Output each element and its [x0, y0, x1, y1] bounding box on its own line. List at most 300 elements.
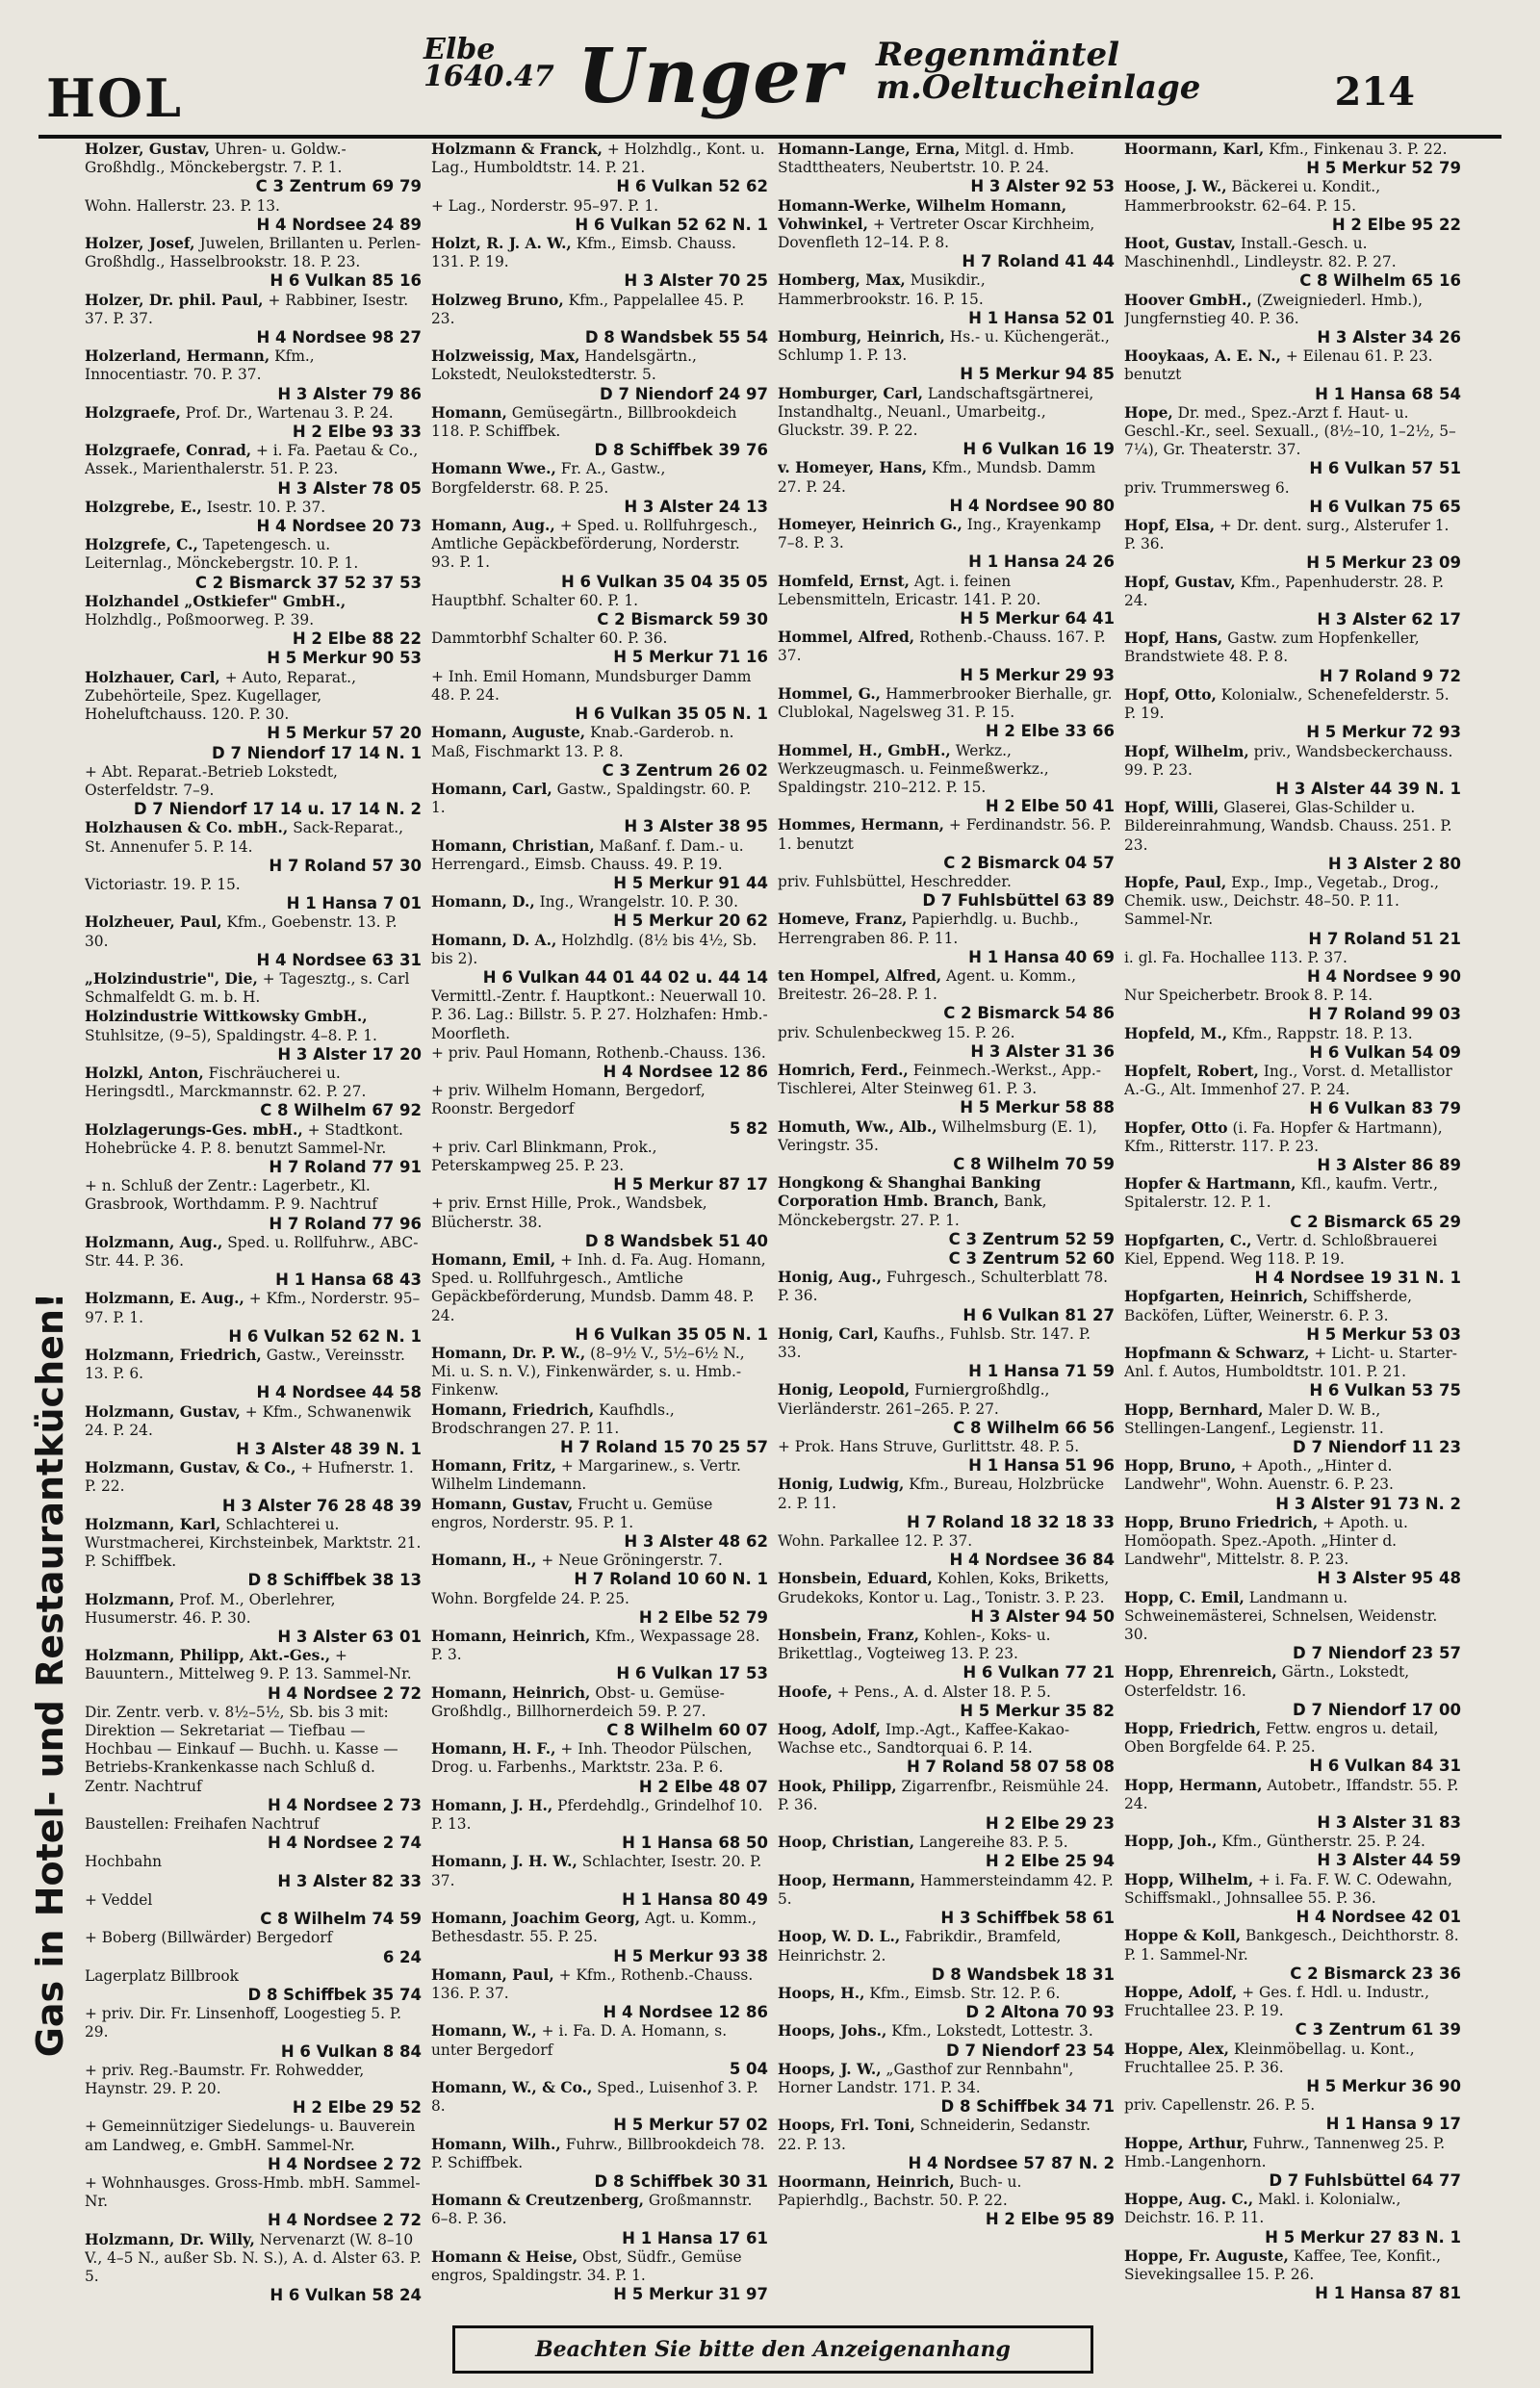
directory-entry — [431, 1401, 768, 1457]
directory-entry — [778, 967, 1115, 1023]
directory-entry — [85, 1815, 422, 1852]
entry-name: Hoops, Frl. Toni, — [778, 2117, 915, 2135]
directory-entry — [778, 1249, 1115, 1268]
entry-name: Holzhausen & Co. mbH., — [85, 819, 289, 837]
entry-phone: H 3 Alster 17 20 — [277, 1044, 422, 1064]
entry-details: + Prok. Hans Struve, Gurlittstr. 48. P. 5. — [778, 1438, 1080, 1456]
entry-name: „Holzindustrie", Die, — [85, 969, 258, 988]
entry-details: Furniergroßhdlg., Vierländerstr. 261–265. P. 27. — [778, 1381, 1050, 1418]
entry-name: Hopfgarten, Heinrich, — [1124, 1288, 1309, 1306]
entry-phone: H 4 Nordsee 2 72 — [267, 1683, 422, 1703]
entry-details: Lagerplatz Billbrook — [85, 1966, 239, 1985]
entry-phone: D 8 Wandsbek 18 31 — [931, 1964, 1115, 1984]
entry-details: Landschaftsgärtnerei, Instandhaltg., Neuanl., Umarbeitg., Gluckstr. 39. P. 22. — [778, 384, 1094, 440]
directory-entry — [1124, 1288, 1461, 1344]
directory-entry — [1124, 517, 1461, 573]
directory-entry — [85, 2174, 422, 2230]
entry-phone: H 5 Merkur 58 88 — [960, 1098, 1115, 1117]
directory-entry — [778, 742, 1115, 816]
entry-details: Kleinmöbellag. u. Kont., Fruchtallee 25. P. 36. — [1124, 2040, 1415, 2076]
entry-phone: H 5 Merkur 57 20 — [267, 724, 422, 743]
entry-details: Prof. Dr., Wartenau 3. P. 24. — [185, 403, 394, 422]
entry-phone: H 3 Alster 24 13 — [624, 497, 768, 516]
entry-details: + Stadtkont. Hohebrücke 4. P. 8. benutzt Sammel-Nr. — [85, 1120, 403, 1157]
entry-name: Homeyer, Heinrich G., — [778, 516, 962, 534]
entry-details: + priv. Dir. Fr. Linsenhoff, Loogestieg 5. P. 29. — [85, 2005, 402, 2041]
entry-name: Homann, D., — [431, 893, 535, 912]
vertical-advertisement — [29, 1194, 71, 2156]
entry-name: Hoop, Christian, — [778, 1834, 915, 1852]
ad-product-line-2: m.Oeltucheinlage — [876, 68, 1201, 107]
entry-name: Homuth, Ww., Alb., — [778, 1117, 937, 1136]
entry-phone: C 8 Wilhelm 67 92 — [260, 1101, 422, 1120]
page-number: 214 — [1334, 69, 1415, 115]
directory-entry — [85, 649, 422, 667]
entry-phone: D 7 Fuhlsbüttel 64 77 — [1269, 2170, 1461, 2190]
entry-phone: H 6 Vulkan 58 24 — [270, 2286, 422, 2305]
entry-phone: H 5 Merkur 29 93 — [960, 665, 1115, 684]
entry-details: + i. Fa. D. A. Homann, s. unter Bergedorf — [431, 2022, 728, 2059]
entry-name: Hopfer, Otto — [1124, 1118, 1228, 1137]
directory-entry — [85, 1065, 422, 1120]
entry-phone: H 3 Alster 94 50 — [970, 1606, 1115, 1626]
entry-name: Hopp, Hermann, — [1124, 1776, 1263, 1794]
entry-phone: H 3 Alster 2 80 — [1327, 854, 1461, 873]
directory-entry — [431, 2136, 768, 2192]
entry-name: Holzer, Dr. phil. Paul, — [85, 291, 264, 309]
directory-entry — [1124, 949, 1461, 986]
entry-details: Fr. A., Gastw., Borgfelderstr. 68. P. 25. — [431, 460, 666, 497]
entry-name: Homann, J. H., — [431, 1796, 553, 1814]
entry-phone: H 4 Nordsee 90 80 — [949, 496, 1115, 515]
directory-entry — [1124, 178, 1461, 234]
entry-name: Homann, Dr. P. W., — [431, 1345, 586, 1362]
directory-entry — [1124, 1345, 1461, 1400]
entry-phone: H 3 Alster 79 86 — [277, 384, 422, 403]
entry-phone: H 7 Roland 18 32 18 33 — [907, 1512, 1115, 1531]
entry-details: Agt. i. feinen Lebensmitteln, Ericastr. 141. P. 20. — [778, 572, 1041, 608]
entry-details: Glaserei, Glas-Schilder u. Bildereinrahmung, Wandsb. Chauss. 251. P. 23. — [1124, 799, 1452, 854]
directory-entry — [1124, 1401, 1461, 1457]
entry-phone: H 4 Nordsee 57 87 N. 2 — [908, 2153, 1115, 2172]
entry-phone: C 3 Zentrum 52 60 — [948, 1248, 1115, 1268]
directory-entry — [1124, 2135, 1461, 2191]
directory-entry — [1124, 1833, 1461, 1869]
entry-phone: H 4 Nordsee 2 73 — [267, 1795, 422, 1814]
entry-phone: H 3 Alster 95 48 — [1317, 1569, 1461, 1588]
directory-entry — [431, 1797, 768, 1853]
directory-entry — [778, 1269, 1115, 1324]
directory-entry — [85, 1647, 422, 1703]
ad-small-line-1: Elbe — [424, 33, 496, 66]
entry-details: Ing., Krayenkamp 7–8. P. 3. — [778, 516, 1102, 552]
directory-entry — [85, 2062, 422, 2118]
entry-phone: H 1 Hansa 7 01 — [286, 894, 422, 913]
entry-details: + Gemeinnütziger Siedelungs- u. Bauverein am Landweg, e. GmbH. Sammel-Nr. — [85, 2118, 416, 2154]
entry-details: + Kfm., Schwanenwik 24. P. 24. — [85, 1402, 411, 1439]
entry-phone: H 1 Hansa 80 49 — [622, 1889, 768, 1909]
entry-phone: C 2 Bismarck 59 30 — [597, 610, 768, 629]
directory-entry — [431, 460, 768, 516]
directory-entry — [778, 685, 1115, 741]
entry-phone: H 6 Vulkan 35 04 35 05 — [560, 572, 768, 591]
directory-entry — [1124, 629, 1461, 685]
entry-details: Makl. i. Kolonialw., Deichstr. 16. P. 11. — [1124, 2191, 1401, 2227]
entry-details: Baustellen: Freihafen Nachtruf — [85, 1815, 320, 1834]
directory-entry — [431, 837, 768, 893]
entry-name: Honig, Leopold, — [778, 1381, 911, 1399]
entry-phone: D 8 Schiffbek 38 13 — [247, 1571, 422, 1590]
directory-entry — [778, 271, 1115, 327]
directory-entry — [778, 1721, 1115, 1777]
entry-details: + i. Fa. F. W. C. Odewahn, Schiffsmakl., Johnsallee 55. P. 36. — [1124, 1870, 1452, 1907]
entry-phone: C 3 Zentrum 26 02 — [602, 760, 768, 780]
directory-entry — [85, 347, 422, 403]
ad-product-text — [876, 36, 1201, 107]
directory-entry — [1124, 404, 1461, 478]
directory-entry — [778, 1570, 1115, 1626]
entry-name: Holzhandel „Ostkiefer" GmbH., — [85, 592, 346, 610]
entry-name: Holzmann, — [85, 1590, 175, 1608]
entry-phone: D 7 Niendorf 17 14 u. 17 14 N. 2 — [133, 800, 422, 819]
entry-name: Hoppe, Fr. Auguste, — [1124, 2247, 1289, 2265]
entry-details: Schlachterei u. Wurstmacherei, Kirchsteinbek, Marktstr. 21. P. Schiffbek. — [85, 1515, 422, 1571]
directory-entry — [1124, 292, 1461, 347]
entry-name: Hopp, Bruno Friedrich, — [1124, 1513, 1319, 1531]
directory-entry — [431, 2079, 768, 2135]
directory-entry — [85, 1234, 422, 1290]
entry-details: + Veddel — [85, 1890, 153, 1909]
entry-name: Hopfeld, M., — [1124, 1024, 1228, 1042]
entry-details: Victoriastr. 19. P. 15. — [85, 875, 241, 893]
entry-name: Holzindustrie Wittkowsky GmbH., — [85, 1008, 368, 1026]
entry-details: Ing., Vorst. d. Metallistor A.-G., Alt. Immenhof 27. P. 24. — [1124, 1062, 1452, 1099]
entry-phone: D 7 Niendorf 23 54 — [946, 2041, 1115, 2060]
entry-phone: C 3 Zentrum 52 59 — [948, 1229, 1115, 1248]
directory-entry — [431, 988, 768, 1043]
entry-details: Hauptbhf. Schalter 60. P. 1. — [431, 591, 639, 609]
entry-phone: D 2 Altona 70 93 — [965, 2003, 1115, 2022]
entry-details: + Inh. Theodor Pülschen, Drog. u. Farbenhs., Marktstr. 23a. P. 6. — [431, 1740, 753, 1777]
entry-phone: H 7 Roland 77 96 — [269, 1214, 422, 1233]
entry-name: Hopp, Joh., — [1124, 1833, 1218, 1851]
entry-phone: H 7 Roland 99 03 — [1308, 1005, 1461, 1024]
directory-entry — [85, 1290, 422, 1346]
directory-entry — [778, 2022, 1115, 2059]
entry-phone: H 7 Roland 41 44 — [962, 252, 1115, 271]
entry-details: Kaufhs., Fuhlsb. Str. 147. P. 33. — [778, 1324, 1091, 1361]
entry-details: + Neue Gröningerstr. 7. — [541, 1552, 723, 1570]
entry-name: Hopf, Gustav, — [1124, 573, 1236, 591]
entry-details: + Licht- u. Starter-Anl. f. Autos, Humboldtstr. 101. P. 21. — [1124, 1345, 1458, 1381]
directory-entry — [85, 235, 422, 291]
entry-phone: H 3 Alster 92 53 — [970, 177, 1115, 196]
directory-entry — [431, 2248, 768, 2304]
entry-phone: H 6 Vulkan 83 79 — [1309, 1099, 1461, 1118]
entry-name: Holzlagerungs-Ges. mbH., — [85, 1120, 303, 1139]
entry-name: Hopf, Elsa, — [1124, 517, 1216, 535]
directory-entry — [85, 970, 422, 1007]
entry-details: + Abt. Reparat.-Betrieb Lokstedt, Osterfeldstr. 7–9. — [85, 762, 338, 799]
entry-details: Kfm., Pappelallee 45. P. 23. — [431, 291, 745, 327]
entry-phone: H 3 Alster 48 39 N. 1 — [236, 1440, 422, 1459]
entry-name: Honig, Aug., — [778, 1269, 882, 1287]
entry-phone: H 1 Hansa 68 43 — [275, 1271, 422, 1290]
directory-entry — [431, 517, 768, 591]
directory-entry — [85, 1891, 422, 1928]
entry-details: + Kfm., Norderstr. 95–97. P. 1. — [85, 1290, 421, 1326]
directory-entry — [1124, 1720, 1461, 1776]
entry-name: Hongkong & Shanghai Banking Corporation Hmb. Branch, — [778, 1174, 1041, 1211]
directory-entry — [778, 2061, 1115, 2117]
directory-entry — [431, 2192, 768, 2247]
entry-name: Hopp, Ehrenreich, — [1124, 1663, 1277, 1682]
entry-phone: C 2 Bismarck 37 52 37 53 — [194, 573, 422, 592]
entry-details: Kaufhdls., Brodschrangen 27. P. 11. — [431, 1400, 675, 1437]
directory-entry — [431, 629, 768, 666]
directory-entry — [85, 1967, 422, 2004]
entry-details: Holzhdlg. (8½ bis 4½, Sb. bis 2). — [431, 931, 757, 967]
entry-phone: H 7 Roland 10 60 N. 1 — [574, 1570, 768, 1589]
entry-name: Hommes, Hermann, — [778, 816, 944, 835]
entry-details: + Holzhdlg., Kont. u. Lag., Humboldtstr. 14. P. 21. — [431, 141, 765, 177]
entry-name: Hoppe, Arthur, — [1124, 2134, 1248, 2152]
directory-entry — [1124, 1175, 1461, 1231]
directory-entry — [431, 2022, 768, 2078]
entry-details: Kfm., Eimsb. Chauss. 131. P. 19. — [431, 235, 736, 271]
header-advertisement — [424, 29, 1201, 120]
entry-details: Pferdehdlg., Grindelhof 10. P. 13. — [431, 1796, 763, 1834]
directory-entry — [1124, 1777, 1461, 1833]
entry-details: Dr. med., Spez.-Arzt f. Haut- u. Geschl.-Kr., seel. Sexuall., (8½–10, 1–2½, 5–7¼), Gr. Theaterstr. 37. — [1124, 403, 1456, 459]
entry-phone: H 3 Alster 34 26 — [1317, 328, 1461, 347]
entry-details: Schlachter, Isestr. 20. P. 37. — [431, 1853, 762, 1889]
entry-phone: H 4 Nordsee 42 01 — [1296, 1908, 1461, 1927]
entry-name: Holzgraefe, — [85, 403, 181, 422]
entry-name: Hoog, Adolf, — [778, 1721, 882, 1739]
entry-phone: H 3 Alster 78 05 — [277, 478, 422, 498]
entry-details: Obst- u. Gemüse-Großhdlg., Billhornerdeich 59. P. 27. — [431, 1683, 725, 1720]
entry-phone: H 6 Vulkan 85 16 — [270, 271, 422, 291]
footer-notice: Beachten Sie bitte den Anzeigenanhang — [452, 2325, 1093, 2374]
entry-name: Honsbein, Eduard, — [778, 1570, 933, 1588]
entry-details: Maler D. W. B., Stellingen-Langenf., Legienstr. 11. — [1124, 1400, 1384, 1437]
directory-entry — [85, 1121, 422, 1177]
entry-details: Bankgesch., Deichthorstr. 8. P. 1. Sammel-Nr. — [1124, 1927, 1459, 1964]
entry-name: Homann, Joachim Georg, — [431, 1910, 641, 1928]
directory-entry — [778, 1476, 1115, 1531]
directory-entry — [1124, 799, 1461, 873]
directory-entry — [431, 932, 768, 988]
entry-details: Musikdir., Hammerbrookstr. 16. P. 15. — [778, 271, 986, 308]
entry-details: Kfm., Papenhuderstr. 28. P. 24. — [1124, 573, 1444, 609]
entry-name: Homann, Heinrich, — [431, 1683, 591, 1702]
entry-details: Uhren- u. Goldw.-Großhdlg., Mönckebergstr. 7. P. 1. — [85, 141, 346, 177]
entry-phone: H 6 Vulkan 16 19 — [962, 440, 1115, 459]
entry-phone: C 2 Bismarck 65 29 — [1290, 1212, 1461, 1231]
entry-details: Kaffee, Tee, Konfit., Sievekingsallee 15. P. 26. — [1124, 2247, 1442, 2283]
entry-phone: H 7 Roland 77 91 — [269, 1157, 422, 1176]
entry-name: Hopf, Hans, — [1124, 629, 1223, 648]
directory-entry — [1124, 235, 1461, 291]
directory-entry — [1124, 987, 1461, 1023]
directory-entry — [778, 816, 1115, 872]
entry-phone: H 3 Alster 44 39 N. 1 — [1275, 779, 1461, 798]
entry-details: priv., Wandsbeckerchauss. 99. P. 23. — [1124, 742, 1453, 779]
entry-phone: H 1 Hansa 71 59 — [968, 1362, 1115, 1381]
entry-phone: H 5 Merkur 31 97 — [613, 2285, 768, 2304]
entry-name: Hoormann, Heinrich, — [778, 2172, 955, 2191]
entry-details: Fuhrgesch., Schulterblatt 78. P. 36. — [778, 1269, 1109, 1305]
entry-name: Homann, D. A., — [431, 931, 557, 949]
entry-phone: H 4 Nordsee 19 31 N. 1 — [1254, 1269, 1461, 1288]
entry-details: Nur Speicherbetr. Brook 8. P. 14. — [1124, 987, 1373, 1005]
entry-details: „Gasthof zur Rennbahn", Horner Landstr. 171. P. 34. — [778, 2060, 1074, 2096]
entry-details: Maßanf. f. Dam.- u. Herrengard., Eimsb. Chauss. 49. P. 19. — [431, 836, 744, 873]
entry-phone: D 8 Schiffbek 30 31 — [594, 2171, 768, 2191]
entry-phone: H 2 Elbe 88 22 — [292, 629, 422, 649]
entry-name: Homann, Paul, — [431, 1965, 554, 1984]
entry-phone: H 4 Nordsee 24 89 — [256, 215, 422, 234]
header-keyword: HOL — [46, 67, 184, 129]
entry-phone: H 2 Elbe 29 23 — [985, 1814, 1115, 1834]
entry-name: Honsbein, Franz, — [778, 1627, 919, 1645]
entry-phone: H 1 Hansa 24 26 — [968, 552, 1115, 572]
entry-phone: H 5 Merkur 35 82 — [960, 1701, 1115, 1720]
entry-phone: D 8 Wandsbek 55 54 — [584, 328, 768, 347]
entry-phone: H 2 Elbe 95 22 — [1331, 215, 1461, 234]
entry-details: + n. Schluß der Zentr.: Lagerbetr., Kl. Grasbrook, Worthdamm. P. 9. Nachtruf — [85, 1177, 377, 1214]
entry-name: ten Hompel, Alfred, — [778, 966, 942, 985]
directory-entry — [1124, 686, 1461, 742]
entry-phone: H 4 Nordsee 9 90 — [1306, 966, 1461, 986]
directory-entry — [778, 1174, 1115, 1248]
entry-details: Dammtorbhf Schalter 60. P. 36. — [431, 629, 668, 648]
entry-name: Hooykaas, A. E. N., — [1124, 347, 1281, 366]
directory-entry — [431, 668, 768, 724]
entry-phone: H 4 Nordsee 2 74 — [267, 1834, 422, 1853]
entry-details: Kolonialw., Schenefelderstr. 5. P. 19. — [1124, 685, 1450, 723]
entry-phone: H 1 Hansa 52 01 — [968, 308, 1115, 327]
entry-details: Großmannstr. 6–8. P. 36. — [431, 2192, 753, 2228]
entry-details: Imp.-Agt., Kaffee-Kakao-Wachse etc., Sandtorquai 6. P. 14. — [778, 1721, 1070, 1758]
entry-name: Homeve, Franz, — [778, 911, 908, 929]
entry-phone: H 2 Elbe 52 79 — [638, 1607, 768, 1627]
directory-column — [85, 141, 422, 2316]
directory-entry — [1124, 1457, 1461, 1513]
directory-entry — [1124, 347, 1461, 403]
entry-details: Sped., Luisenhof 3. P. 8. — [431, 2078, 758, 2116]
directory-entry — [1124, 479, 1461, 516]
entry-name: Hopf, Otto, — [1124, 685, 1217, 704]
directory-entry — [1124, 1984, 1461, 2040]
directory-entry — [778, 1325, 1115, 1381]
directory-entry — [1124, 1927, 1461, 1983]
entry-phone: H 2 Elbe 50 41 — [985, 797, 1115, 816]
entry-phone: H 2 Elbe 33 66 — [985, 722, 1115, 741]
entry-phone: H 3 Alster 82 33 — [277, 1871, 422, 1890]
entry-details: + Hufnerstr. 1. P. 22. — [85, 1459, 414, 1496]
entry-phone: H 5 Merkur 94 85 — [960, 365, 1115, 384]
directory-entry — [1124, 1663, 1461, 1719]
entry-phone: H 5 Merkur 90 53 — [267, 649, 422, 668]
directory-entry — [85, 1347, 422, 1402]
directory-column — [778, 141, 1115, 2316]
entry-name: Holzgraefe, Conrad, — [85, 442, 252, 460]
entry-name: Hopp, Wilhelm, — [1124, 1870, 1254, 1888]
entry-phone: H 7 Roland 15 70 25 57 — [560, 1438, 768, 1457]
entry-phone: H 3 Alster 86 89 — [1317, 1155, 1461, 1174]
entry-phone: H 4 Nordsee 12 86 — [603, 2003, 768, 2022]
entry-phone: H 3 Schiffbek 58 61 — [940, 1909, 1115, 1928]
entry-details: Juwelen, Brillanten u. Perlen- Großhdlg., Hasselbrookstr. 18. P. 23. — [85, 235, 422, 271]
entry-details: + Ges. f. Hdl. u. Industr., Fruchtallee 23. P. 19. — [1124, 1983, 1429, 2020]
entry-details: Knab.-Garderob. n. Maß, Fischmarkt 13. P. 8. — [431, 724, 734, 760]
entry-details: (8–9½ V., 5½–6½ N., Mi. u. S. n. V.), Finkenwärder, s. u. Hmb.-Finkenw. — [431, 1345, 745, 1399]
entry-details: Holzhdlg., Poßmoorweg. P. 39. — [85, 611, 315, 629]
directory-entry — [1124, 1589, 1461, 1663]
entry-name: Hopfer & Hartmann, — [1124, 1175, 1296, 1194]
entry-phone: H 4 Nordsee 20 73 — [256, 517, 422, 536]
entry-name: Holzmann, E. Aug., — [85, 1290, 244, 1308]
directory-entry — [778, 873, 1115, 910]
directory-entry — [431, 1194, 768, 1250]
entry-details: Stuhlsitze, (9–5), Spaldingstr. 4–8. P. 1. — [85, 1026, 377, 1044]
ad-small-line-2: 1640.47 — [424, 60, 554, 93]
directory-entry — [85, 499, 422, 535]
entry-name: Hommel, G., — [778, 684, 882, 703]
entry-name: Homberg, Max, — [778, 271, 906, 290]
entry-details: Wohn. Hallerstr. 23. P. 13. — [85, 196, 280, 215]
ad-brand-name: Unger — [578, 33, 842, 120]
entry-name: Holzmann, Gustav, & Co., — [85, 1459, 296, 1477]
directory-entry — [1124, 1871, 1461, 1927]
entry-phone: H 5 Merkur 36 90 — [1306, 2076, 1461, 2095]
entry-phone: H 5 Merkur 57 02 — [613, 2116, 768, 2135]
directory-entry — [85, 2005, 422, 2061]
entry-name: Hoops, H., — [778, 1984, 865, 2002]
entry-details: Rothenb.-Chauss. 167. P. 37. — [778, 629, 1106, 665]
entry-details: Gärtn., Lokstedt, Osterfeldstr. 16. — [1124, 1663, 1410, 1700]
entry-phone: H 1 Hansa 9 17 — [1325, 2115, 1461, 2134]
entry-details: Hs.- u. Küchengerät., Schlump 1. P. 13. — [778, 328, 1110, 365]
entry-phone: H 6 Vulkan 75 65 — [1309, 497, 1461, 516]
directory-entry — [778, 1532, 1115, 1569]
entry-phone: H 4 Nordsee 63 31 — [256, 950, 422, 969]
entry-name: Hopfgarten, C., — [1124, 1231, 1252, 1249]
entry-name: Homann, W., & Co., — [431, 2078, 593, 2096]
entry-details: Hammersteindamm 42. P. 5. — [778, 1871, 1114, 1908]
entry-details: Agent. u. Komm., Breitestr. 26–28. P. 1. — [778, 966, 1076, 1004]
entry-name: Holzmann, Karl, — [85, 1515, 221, 1533]
entry-name: Homann, Friedrich, — [431, 1400, 595, 1419]
directory-entry — [85, 876, 422, 912]
entry-details: (i. Fa. Hopfer & Hartmann), Kfm., Ritterstr. 117. P. 23. — [1124, 1118, 1443, 1155]
entry-phone: H 3 Alster 38 95 — [624, 817, 768, 836]
entry-details: Landmann u. Schweinemästerei, Schnelsen, Weidenstr. 30. — [1124, 1588, 1438, 1644]
entry-name: Honig, Carl, — [778, 1324, 879, 1343]
ad-phone-block — [424, 33, 554, 93]
directory-entry — [431, 893, 768, 930]
entry-phone: H 3 Alster 70 25 — [624, 271, 768, 291]
entry-details: Kfm., Rappstr. 18. P. 13. — [1231, 1024, 1413, 1042]
directory-entry — [85, 819, 422, 875]
entry-details: + Eilenau 61. P. 23. benutzt — [1124, 347, 1433, 384]
entry-details: Fuhrw., Billbrookdeich 78. P. Schiffbek. — [431, 2135, 765, 2171]
directory-columns — [85, 141, 1473, 2316]
directory-entry — [778, 141, 1115, 196]
entry-phone: D 7 Niendorf 17 14 N. 1 — [212, 743, 422, 762]
